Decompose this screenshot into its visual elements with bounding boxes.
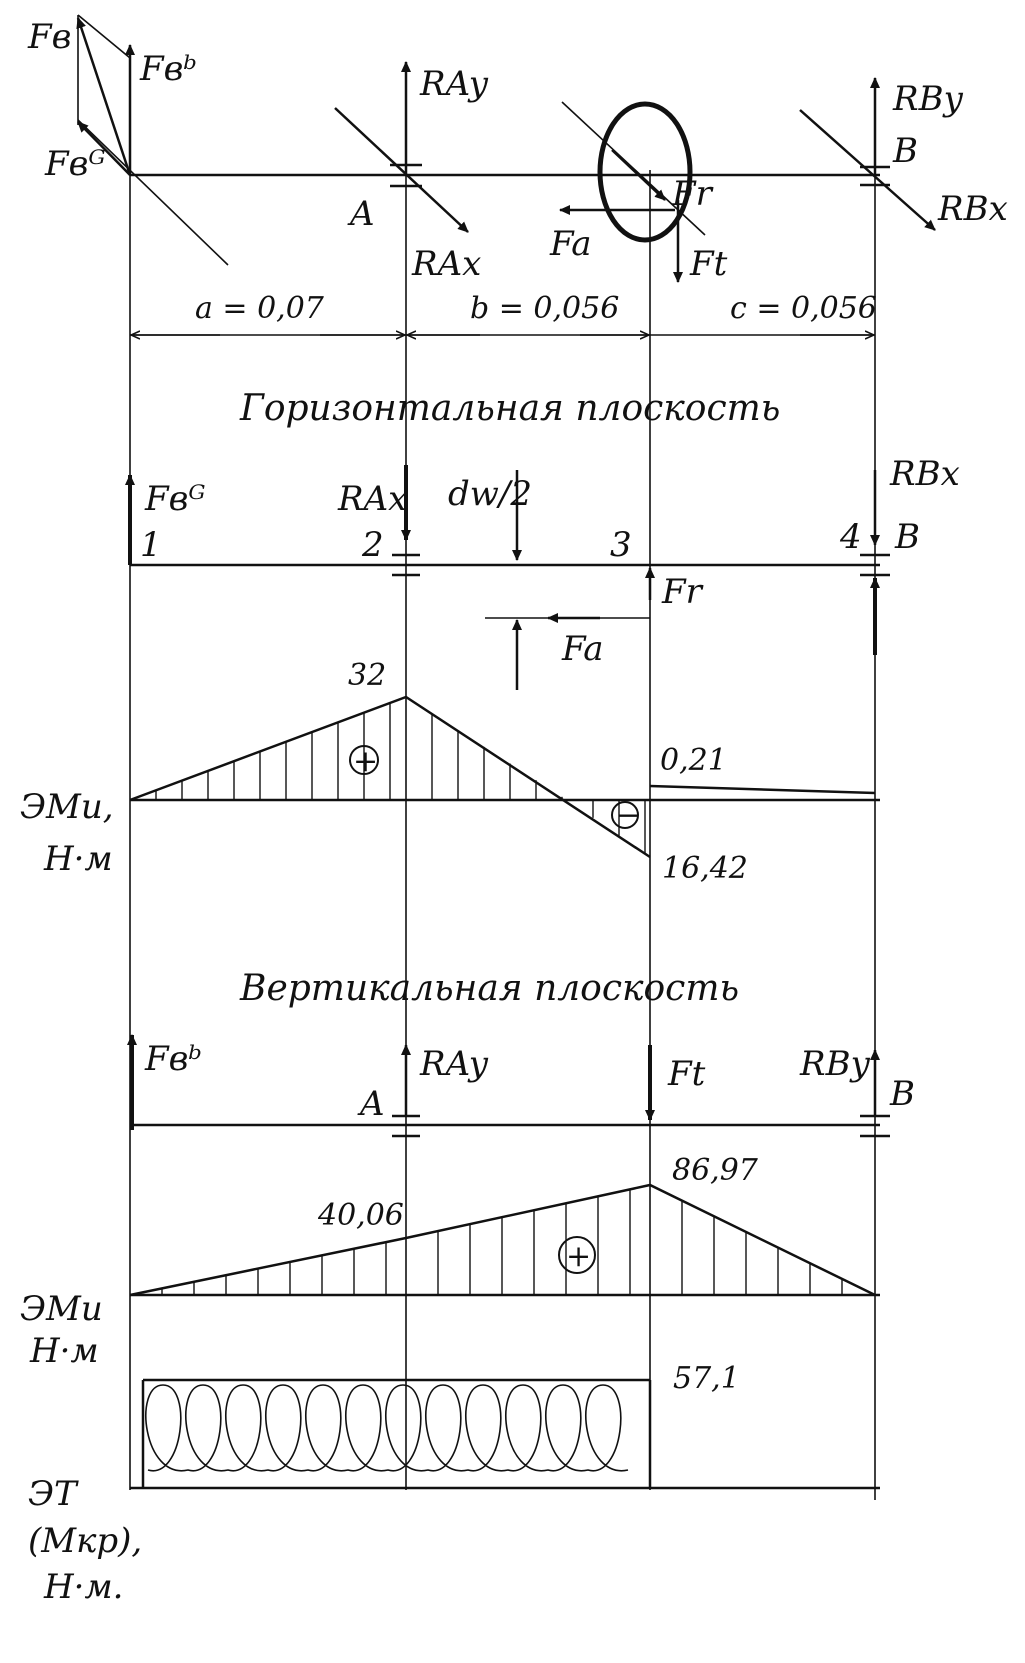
horizontal-plane-title: Горизонтальная плоскость	[240, 388, 781, 429]
dim-b: b = 0,056	[470, 291, 620, 326]
v-label-b: B	[890, 1074, 915, 1114]
h-value-32: 32	[348, 658, 387, 693]
h-moment-hatching	[156, 703, 645, 854]
v-label-ray: RAy	[420, 1044, 488, 1084]
t-axis-label: ЭT	[28, 1474, 77, 1514]
t-torque-loops	[146, 1385, 628, 1471]
v-value-4006: 40,06	[318, 1198, 404, 1233]
vertical-plane-title: Вертикальная плоскость	[240, 968, 740, 1009]
h-label-b: B	[895, 517, 920, 557]
dim-a: a = 0,07	[195, 291, 324, 326]
v-axis-unit: Н·м	[30, 1331, 99, 1371]
t-axis-label-2: (Мкр),	[28, 1521, 143, 1561]
h-value-021: 0,21	[660, 743, 727, 778]
h-axis-label: ЭMи,	[20, 787, 114, 827]
label-fb-v: Fвᵇ	[140, 49, 197, 89]
t-axis-unit: Н·м.	[44, 1567, 124, 1607]
h-label-rbx: RBx	[890, 454, 960, 494]
v-label-ft: Ft	[668, 1054, 706, 1094]
top-scheme	[27, 15, 1008, 335]
horizontal-plane	[20, 388, 960, 886]
label-rax: RAx	[412, 244, 482, 284]
h-point-1: 1	[140, 525, 162, 565]
label-rby: RBy	[893, 79, 963, 119]
h-label-rax: RAx	[338, 479, 408, 519]
label-ft: Ft	[690, 244, 728, 284]
label-rbx: RBx	[938, 189, 1008, 229]
h-point-4: 4	[840, 517, 862, 557]
h-label-fr: Fr	[662, 572, 702, 612]
h-label-dw2: dw/2	[448, 474, 532, 514]
label-ray: RAy	[420, 64, 488, 104]
h-point-2: 2	[362, 525, 384, 565]
gear-ellipse	[600, 104, 690, 240]
t-value-571: 57,1	[673, 1361, 740, 1396]
h-moment-right-segment	[650, 786, 875, 793]
label-b-top: B	[893, 131, 918, 171]
label-fr: Fr	[672, 174, 712, 214]
h-label-fa: Fa	[562, 629, 604, 669]
h-point-3: 3	[610, 525, 632, 565]
h-moment-sign-minus: −	[616, 798, 642, 833]
h-value-1642: 16,42	[662, 851, 748, 886]
gear-line-of-action	[562, 102, 705, 235]
vertical-plane	[20, 968, 915, 1371]
label-fb: Fв	[28, 17, 72, 57]
fb-triangle-side-top	[78, 15, 130, 58]
fb-line-of-action	[78, 120, 228, 265]
dim-c: c = 0,056	[730, 291, 877, 326]
v-axis-label: ЭMи	[20, 1289, 103, 1329]
label-fa: Fa	[550, 224, 592, 264]
h-label-fbg: Fвᴳ	[145, 479, 206, 519]
v-label-rby: RBy	[800, 1044, 870, 1084]
v-label-a: A	[360, 1084, 385, 1124]
label-fb-g: Fвᴳ	[45, 144, 106, 184]
torque-diagram	[28, 1361, 880, 1607]
v-value-8697: 86,97	[672, 1153, 758, 1188]
h-moment-sign-plus: +	[353, 744, 379, 779]
v-moment-sign: +	[566, 1239, 592, 1274]
label-a-top: A	[350, 194, 375, 234]
v-label-fbv: Fвᵇ	[145, 1039, 202, 1079]
h-axis-unit: Н·м	[44, 839, 113, 879]
